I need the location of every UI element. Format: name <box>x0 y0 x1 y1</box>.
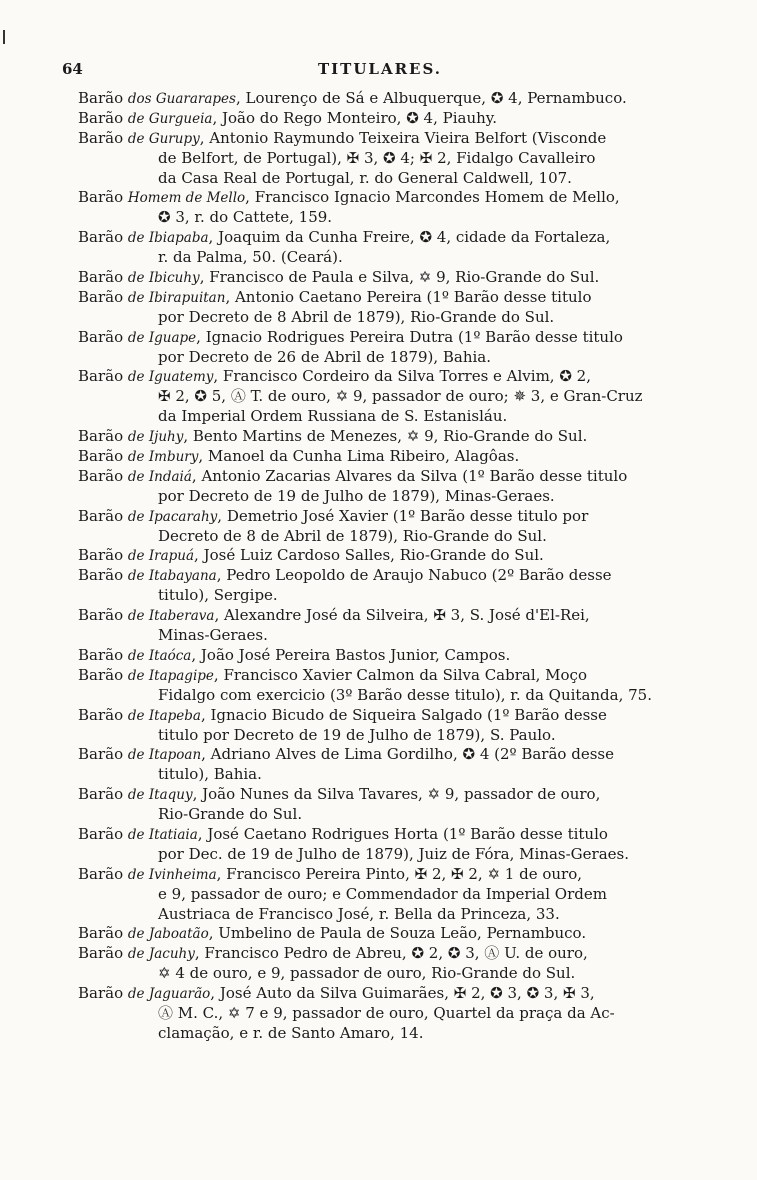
title-entries-list <box>78 89 718 1044</box>
entry-text: ✠ 2, ✪ 5, Ⓐ T. de ouro, ✡ 9, passador de ouro; ✵ 3, e Gran-Cruz <box>158 387 643 406</box>
page-number: 64 <box>62 60 83 78</box>
title-entry <box>78 328 718 368</box>
entry-first-line <box>78 745 718 765</box>
page-edge-mark <box>3 30 5 44</box>
title-entry <box>78 984 718 1044</box>
title-name: de Iguatemy <box>127 369 214 386</box>
entry-continuation-line <box>78 726 718 746</box>
title-entry <box>78 288 718 328</box>
entry-continuation-line <box>78 805 718 825</box>
entry-first-line <box>78 944 718 964</box>
entry-continuation-line <box>78 149 718 169</box>
title-name: de Ijuhy <box>127 429 184 446</box>
entry-text: Barão <box>78 566 128 585</box>
entry-text: Barão <box>78 785 128 804</box>
title-name: de Irapuá <box>127 548 195 565</box>
entry-text: , Manoel da Cunha Lima Ribeiro, Alagôas. <box>198 447 520 466</box>
title-entry <box>78 706 718 746</box>
entry-text: , Francisco Pereira Pinto, ✠ 2, ✠ 2, ✡ 1 de ouro, <box>216 864 583 883</box>
title-entry <box>78 507 718 547</box>
entry-continuation-line <box>78 885 718 905</box>
title-name: de Itapoan <box>127 747 202 764</box>
title-entry <box>78 865 718 925</box>
entry-continuation-line <box>78 348 718 368</box>
entry-text: Barão <box>78 924 128 943</box>
title-name: de Ibiapaba <box>127 230 209 247</box>
entry-first-line <box>78 447 718 467</box>
entry-text: , Ignacio Bicudo de Siqueira Salgado (1º Barão desse <box>200 705 607 724</box>
entry-text: , Ignacio Rodrigues Pereira Dutra (1º Barão desse titulo <box>196 327 623 346</box>
title-entry <box>78 924 718 944</box>
entry-continuation-line <box>78 626 718 646</box>
entry-text: , Pedro Leopoldo de Araujo Nabuco (2º Barão desse <box>216 566 612 585</box>
entry-text: , Adriano Alves de Lima Gordilho, ✪ 4 (2º Barão desse <box>201 745 614 764</box>
entry-text: , Francisco Cordeiro da Silva Torres e Alvim, ✪ 2, <box>213 367 591 386</box>
title-name: de Indaiá <box>127 468 192 485</box>
title-name: de Jaboatão <box>127 926 209 943</box>
entry-first-line <box>78 566 718 586</box>
title-name: de Itaóca <box>127 647 192 664</box>
entry-text: por Decreto de 8 Abril de 1879), Rio-Grande do Sul. <box>158 307 555 326</box>
entry-text: da Imperial Ordem Russiana de S. Estanisláu. <box>158 407 508 426</box>
entry-text: Decreto de 8 de Abril de 1879), Rio-Grande do Sul. <box>158 526 547 545</box>
entry-text: , Alexandre José da Silveira, ✠ 3, S. José d'El-Rei, <box>214 606 590 625</box>
entry-first-line <box>78 228 718 248</box>
entry-text: por Decreto de 19 de Julho de 1879), Minas-Geraes. <box>158 486 555 505</box>
entry-text: Barão <box>78 606 128 625</box>
entry-text: , Francisco Ignacio Marcondes Homem de Mello, <box>245 188 620 207</box>
entry-text: Barão <box>78 427 128 446</box>
entry-text: da Casa Real de Portugal, r. do General Caldwell, 107. <box>158 168 572 187</box>
entry-text: Barão <box>78 864 128 883</box>
title-entry <box>78 785 718 825</box>
entry-text: Barão <box>78 287 128 306</box>
title-entry <box>78 566 718 606</box>
entry-first-line <box>78 89 718 109</box>
entry-text: Barão <box>78 367 128 386</box>
entry-text: , José Auto da Silva Guimarães, ✠ 2, ✪ 3, ✪ 3, ✠ 3, <box>210 984 595 1003</box>
title-entry <box>78 666 718 706</box>
entry-continuation-line <box>78 527 718 547</box>
entry-text: titulo por Decreto de 19 de Julho de 1879), S. Paulo. <box>158 725 556 744</box>
entry-text: , José Caetano Rodrigues Horta (1º Barão desse titulo <box>197 824 608 843</box>
entry-text: Barão <box>78 188 128 207</box>
entry-first-line <box>78 467 718 487</box>
entry-first-line <box>78 507 718 527</box>
entry-first-line <box>78 865 718 885</box>
entry-continuation-line <box>78 1004 718 1024</box>
entry-first-line <box>78 984 718 1004</box>
entry-text: , Antonio Zacarias Alvares da Silva (1º Barão desse titulo <box>191 466 628 485</box>
entry-first-line <box>78 606 718 626</box>
title-entry <box>78 89 718 109</box>
title-entry <box>78 546 718 566</box>
entry-first-line <box>78 109 718 129</box>
title-name: de Itaquy <box>127 787 193 804</box>
title-name: de Itapagipe <box>127 667 214 684</box>
entry-text: , Bento Martins de Menezes, ✡ 9, Rio-Grande do Sul. <box>183 427 588 446</box>
entry-text: , Francisco Xavier Calmon da Silva Cabral, Moço <box>213 665 587 684</box>
entry-first-line <box>78 924 718 944</box>
entry-text: , João do Rego Monteiro, ✪ 4, Piauhy. <box>212 108 498 127</box>
title-name: de Gurupy <box>127 130 200 147</box>
entry-text: , Demetrio José Xavier (1º Barão desse titulo por <box>217 506 589 525</box>
title-entry <box>78 467 718 507</box>
title-name: de Jacuhy <box>127 946 195 963</box>
title-entry <box>78 646 718 666</box>
title-name: Homem de Mello <box>127 190 246 207</box>
entry-text: Barão <box>78 268 128 287</box>
entry-text: titulo), Sergipe. <box>158 586 278 605</box>
entry-text: e 9, passador de ouro; e Commendador da Imperial Ordem <box>158 884 607 903</box>
entry-text: titulo), Bahia. <box>158 765 262 784</box>
entry-text: Barão <box>78 466 128 485</box>
entry-text: clamação, e r. de Santo Amaro, 14. <box>158 1023 424 1042</box>
entry-text: por Decreto de 26 de Abril de 1879), Bahia. <box>158 347 492 366</box>
entry-first-line <box>78 666 718 686</box>
entry-first-line <box>78 288 718 308</box>
entry-text: ✡ 4 de ouro, e 9, passador de ouro, Rio-Grande do Sul. <box>158 964 576 983</box>
entry-text: Ⓐ M. C., ✡ 7 e 9, passador de ouro, Quartel da praça da Ac- <box>158 1003 615 1022</box>
title-entry <box>78 268 718 288</box>
entry-text: , Joaquim da Cunha Freire, ✪ 4, cidade da Fortaleza, <box>208 228 611 247</box>
entry-first-line <box>78 328 718 348</box>
entry-text: , Lourenço de Sá e Albuquerque, ✪ 4, Pernambuco. <box>235 89 627 107</box>
title-entry <box>78 367 718 427</box>
title-name: de Imbury <box>127 449 199 466</box>
entry-text: Barão <box>78 645 128 664</box>
title-name: de Itatiaia <box>127 826 198 843</box>
title-name: de Ipacarahy <box>127 508 218 525</box>
entry-text: por Dec. de 19 de Julho de 1879), Juiz de Fóra, Minas-Geraes. <box>158 844 629 863</box>
entry-continuation-line <box>78 308 718 328</box>
entry-continuation-line <box>78 845 718 865</box>
entry-text: , João Nunes da Silva Tavares, ✡ 9, passador de ouro, <box>192 785 601 804</box>
entry-continuation-line <box>78 208 718 228</box>
title-name: de Itapeba <box>127 707 201 724</box>
page-header <box>60 60 700 84</box>
title-name: de Jaguarão <box>127 986 211 1003</box>
entry-continuation-line <box>78 407 718 427</box>
entry-first-line <box>78 268 718 288</box>
entry-first-line <box>78 785 718 805</box>
entry-text: , João José Pereira Bastos Junior, Campos. <box>191 645 511 664</box>
entry-first-line <box>78 427 718 447</box>
entry-continuation-line <box>78 586 718 606</box>
entry-first-line <box>78 188 718 208</box>
entry-text: Rio-Grande do Sul. <box>158 805 303 824</box>
title-entry <box>78 228 718 268</box>
entry-first-line <box>78 546 718 566</box>
entry-text: Barão <box>78 128 128 147</box>
entry-text: Barão <box>78 228 128 247</box>
title-entry <box>78 606 718 646</box>
entry-first-line <box>78 129 718 149</box>
entry-text: , Umbelino de Paula de Souza Leão, Pernambuco. <box>208 924 587 943</box>
entry-text: Barão <box>78 447 128 466</box>
entry-first-line <box>78 706 718 726</box>
entry-continuation-line <box>78 1024 718 1044</box>
title-name: de Ibicuhy <box>127 270 200 287</box>
entry-continuation-line <box>78 765 718 785</box>
title-name: de Gurgueia <box>127 110 213 127</box>
entry-text: de Belfort, de Portugal), ✠ 3, ✪ 4; ✠ 2, Fidalgo Cavalleiro <box>158 148 596 167</box>
title-name: de Itabayana <box>127 568 217 585</box>
entry-continuation-line <box>78 964 718 984</box>
entry-text: , José Luiz Cardoso Salles, Rio-Grande do Sul. <box>194 546 544 565</box>
entry-text: , Antonio Raymundo Teixeira Vieira Belfort (Visconde <box>199 128 607 147</box>
entry-text: Barão <box>78 984 128 1003</box>
entry-text: Barão <box>78 108 128 127</box>
entry-text: Barão <box>78 705 128 724</box>
entry-text: Austriaca de Francisco José, r. Bella da Princeza, 33. <box>158 904 560 923</box>
entry-text: Barão <box>78 89 128 107</box>
entry-text: Barão <box>78 327 128 346</box>
entry-first-line <box>78 646 718 666</box>
title-entry <box>78 129 718 189</box>
entry-continuation-line <box>78 487 718 507</box>
entry-continuation-line <box>78 387 718 407</box>
title-entry <box>78 944 718 984</box>
entry-continuation-line <box>78 905 718 925</box>
entry-text: , Francisco de Paula e Silva, ✡ 9, Rio-Grande do Sul. <box>199 268 600 287</box>
title-name: de Ibirapuitan <box>127 289 226 306</box>
running-title: TITULARES. <box>317 60 443 78</box>
entry-first-line <box>78 825 718 845</box>
title-entry <box>78 188 718 228</box>
entry-text: , Francisco Pedro de Abreu, ✪ 2, ✪ 3, Ⓐ U. de ouro, <box>194 944 588 963</box>
title-name: de Iguape <box>127 329 197 346</box>
title-entry <box>78 109 718 129</box>
title-entry <box>78 427 718 447</box>
title-name: dos Guararapes <box>127 91 236 107</box>
entry-text: Minas-Geraes. <box>158 626 268 645</box>
title-entry <box>78 825 718 865</box>
entry-continuation-line <box>78 169 718 189</box>
entry-text: Barão <box>78 546 128 565</box>
entry-text: r. da Palma, 50. (Ceará). <box>158 248 343 267</box>
entry-text: , Antonio Caetano Pereira (1º Barão desse titulo <box>225 287 592 306</box>
entry-continuation-line <box>78 686 718 706</box>
title-entry <box>78 745 718 785</box>
entry-first-line <box>78 367 718 387</box>
entry-text: Barão <box>78 745 128 764</box>
entry-text: Barão <box>78 506 128 525</box>
entry-text: Barão <box>78 944 128 963</box>
title-name: de Ivinheima <box>127 866 217 883</box>
entry-text: Barão <box>78 824 128 843</box>
entry-text: Barão <box>78 665 128 684</box>
entry-continuation-line <box>78 248 718 268</box>
title-name: de Itaberava <box>127 608 215 625</box>
entry-text: ✪ 3, r. do Cattete, 159. <box>158 208 333 227</box>
entry-text: Fidalgo com exercicio (3º Barão desse titulo), r. da Quitanda, 75. <box>158 685 652 704</box>
title-entry <box>78 447 718 467</box>
